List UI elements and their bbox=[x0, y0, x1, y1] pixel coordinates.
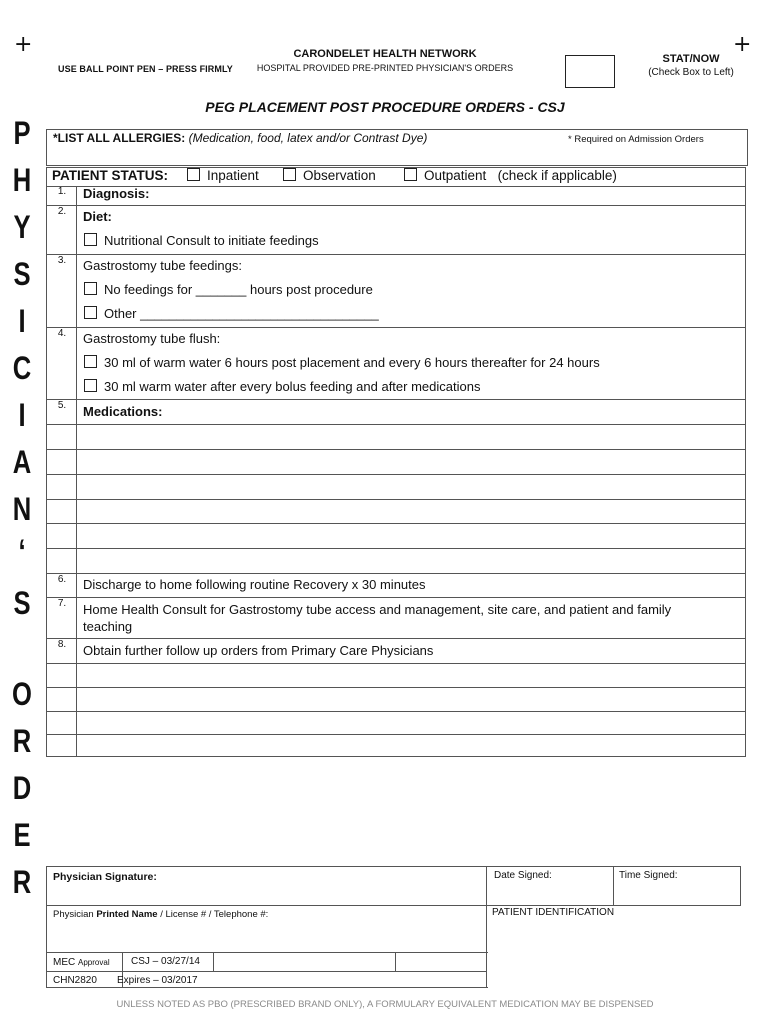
organization-name: CARONDELET HEALTH NETWORK bbox=[293, 48, 477, 60]
side-letter: C bbox=[12, 350, 32, 386]
flush-option-bolus[interactable] bbox=[84, 379, 480, 394]
mec-col-line bbox=[213, 952, 214, 971]
row-line bbox=[46, 523, 746, 524]
side-letter: N bbox=[12, 491, 32, 527]
crop-mark-right: + bbox=[733, 32, 752, 57]
stat-checkbox[interactable] bbox=[565, 55, 615, 88]
mec-approval-text: Approval bbox=[78, 958, 110, 967]
side-letter: R bbox=[12, 723, 32, 759]
row-line bbox=[46, 474, 746, 475]
side-letter: I bbox=[18, 397, 26, 433]
side-letter: Y bbox=[13, 209, 31, 245]
home-health-order-line1: Home Health Consult for Gastrostomy tube access and management, site care, and patient and family bbox=[83, 602, 672, 617]
form-title: PEG PLACEMENT POST PROCEDURE ORDERS - CSJ bbox=[205, 99, 565, 115]
mec-text: MEC bbox=[53, 957, 76, 968]
stat-title: STAT/NOW bbox=[662, 53, 720, 65]
row-line bbox=[46, 424, 746, 425]
home-health-order-line2: teaching bbox=[83, 619, 133, 634]
printed-name-label bbox=[53, 909, 268, 920]
row-line bbox=[46, 205, 746, 206]
organization-subtitle: HOSPITAL PROVIDED PRE-PRINTED PHYSICIAN'S ORDERS bbox=[256, 63, 514, 73]
row-line bbox=[46, 663, 746, 664]
allergies-label: *LIST ALL ALLERGIES: (Medication, food, latex and/or Contrast Dye) bbox=[53, 131, 428, 145]
diet-label: Diet: bbox=[83, 209, 112, 224]
other-feedings-checkbox[interactable] bbox=[84, 306, 97, 319]
number-column-divider bbox=[76, 186, 77, 757]
required-note: * Required on Admission Orders bbox=[568, 134, 704, 145]
allergies-title: LIST ALL ALLERGIES: bbox=[57, 131, 186, 145]
row-line bbox=[46, 449, 746, 450]
status-option-outpatient[interactable] bbox=[404, 168, 617, 183]
patient-identification-label: PATIENT IDENTIFICATION bbox=[492, 907, 615, 918]
medications-label: Medications: bbox=[83, 404, 163, 419]
order-number: 7. bbox=[57, 598, 67, 609]
row-line bbox=[46, 499, 746, 500]
mec-value: CSJ – 03/27/14 bbox=[131, 956, 200, 967]
nutritional-consult-checkbox[interactable] bbox=[84, 233, 97, 246]
status-option-observation[interactable] bbox=[283, 168, 376, 183]
date-time-divider bbox=[613, 866, 614, 906]
flush-option-6hr[interactable] bbox=[84, 355, 600, 370]
tube-feedings-label: Gastrostomy tube feedings: bbox=[83, 258, 242, 273]
side-letter: R bbox=[12, 864, 32, 900]
row-line bbox=[46, 327, 746, 328]
row-line bbox=[46, 638, 746, 639]
time-signed-label[interactable]: Time Signed: bbox=[619, 870, 678, 881]
expires-label: Expires – 03/2017 bbox=[117, 975, 198, 986]
order-number: 5. bbox=[57, 400, 67, 411]
row-line bbox=[46, 597, 746, 598]
discharge-order: Discharge to home following routine Recovery x 30 minutes bbox=[83, 577, 426, 592]
order-number: 4. bbox=[57, 328, 67, 339]
side-letter: ‘ bbox=[18, 533, 26, 569]
mec-box bbox=[46, 952, 488, 988]
diagnosis-label: Diagnosis: bbox=[83, 186, 150, 201]
row-line bbox=[46, 711, 746, 712]
crop-mark-left: + bbox=[14, 32, 33, 57]
observation-checkbox[interactable] bbox=[283, 168, 296, 181]
row-line bbox=[46, 254, 746, 255]
printed-name-prefix: Physician bbox=[53, 909, 97, 920]
order-number: 6. bbox=[57, 574, 67, 585]
orders-table bbox=[46, 167, 746, 757]
status-note: (check if applicable) bbox=[497, 168, 617, 183]
side-letter: O bbox=[12, 676, 32, 712]
other-feedings-option[interactable] bbox=[84, 306, 379, 321]
physician-signature-label[interactable]: Physician Signature: bbox=[53, 871, 157, 883]
form-code: CHN2820 bbox=[53, 975, 97, 986]
formulary-note: UNLESS NOTED AS PBO (PRESCRIBED BRAND ONLY), A FORMULARY EQUIVALENT MEDICATION MAY BE DISPENSED bbox=[116, 999, 654, 1010]
date-signed-label[interactable]: Date Signed: bbox=[494, 870, 552, 881]
order-number: 1. bbox=[57, 186, 67, 197]
no-feedings-checkbox[interactable] bbox=[84, 282, 97, 295]
row-line bbox=[46, 186, 746, 187]
flush-6hr-checkbox[interactable] bbox=[84, 355, 97, 368]
row-line bbox=[46, 734, 746, 735]
inpatient-label: Inpatient bbox=[207, 168, 259, 183]
side-letter: A bbox=[12, 444, 32, 480]
status-option-inpatient[interactable] bbox=[187, 168, 259, 183]
inpatient-checkbox[interactable] bbox=[187, 168, 200, 181]
flush-bolus-label: 30 ml warm water after every bolus feeding and after medications bbox=[104, 379, 481, 394]
tube-flush-label: Gastrostomy tube flush: bbox=[83, 331, 221, 346]
side-letter: S bbox=[13, 256, 31, 292]
side-letter: P bbox=[13, 115, 31, 151]
allergies-hint: (Medication, food, latex and/or Contrast Dye) bbox=[188, 131, 428, 145]
pen-instruction: USE BALL POINT PEN – PRESS FIRMLY bbox=[58, 64, 233, 74]
flush-6hr-label: 30 ml of warm water 6 hours post placement and every 6 hours thereafter for 24 hours bbox=[104, 355, 600, 370]
row-line bbox=[46, 573, 746, 574]
order-number: 3. bbox=[57, 255, 67, 266]
mec-col-line bbox=[395, 952, 396, 971]
side-letter: H bbox=[12, 162, 32, 198]
order-number: 2. bbox=[57, 206, 67, 217]
outpatient-label: Outpatient bbox=[424, 168, 487, 183]
printed-name-bold: Printed Name bbox=[96, 909, 158, 920]
row-line bbox=[46, 687, 746, 688]
side-letter: E bbox=[13, 817, 31, 853]
follow-up-order: Obtain further follow up orders from Primary Care Physicians bbox=[83, 643, 434, 658]
no-feedings-label: No feedings for _______ hours post procedure bbox=[104, 282, 373, 297]
side-letter: D bbox=[12, 770, 32, 806]
observation-label: Observation bbox=[303, 168, 376, 183]
printed-name-suffix: / License # / Telephone #: bbox=[157, 909, 269, 920]
no-feedings-option[interactable] bbox=[84, 282, 373, 297]
mec-label bbox=[53, 957, 110, 968]
flush-bolus-checkbox[interactable] bbox=[84, 379, 97, 392]
row-line bbox=[46, 399, 746, 400]
side-letter: I bbox=[18, 303, 26, 339]
patient-status-label: PATIENT STATUS: bbox=[52, 168, 168, 183]
other-feedings-label: Other _________________________________ bbox=[104, 306, 379, 321]
nutritional-consult-label: Nutritional Consult to initiate feedings bbox=[104, 233, 319, 248]
patient-status-row bbox=[52, 168, 168, 183]
stat-subtitle: (Check Box to Left) bbox=[648, 67, 734, 78]
order-number: 8. bbox=[57, 639, 67, 650]
row-line bbox=[46, 548, 746, 549]
nutritional-consult-option[interactable] bbox=[84, 233, 319, 248]
mec-row-line bbox=[46, 971, 487, 972]
outpatient-checkbox[interactable] bbox=[404, 168, 417, 181]
side-letter: S bbox=[13, 585, 31, 621]
